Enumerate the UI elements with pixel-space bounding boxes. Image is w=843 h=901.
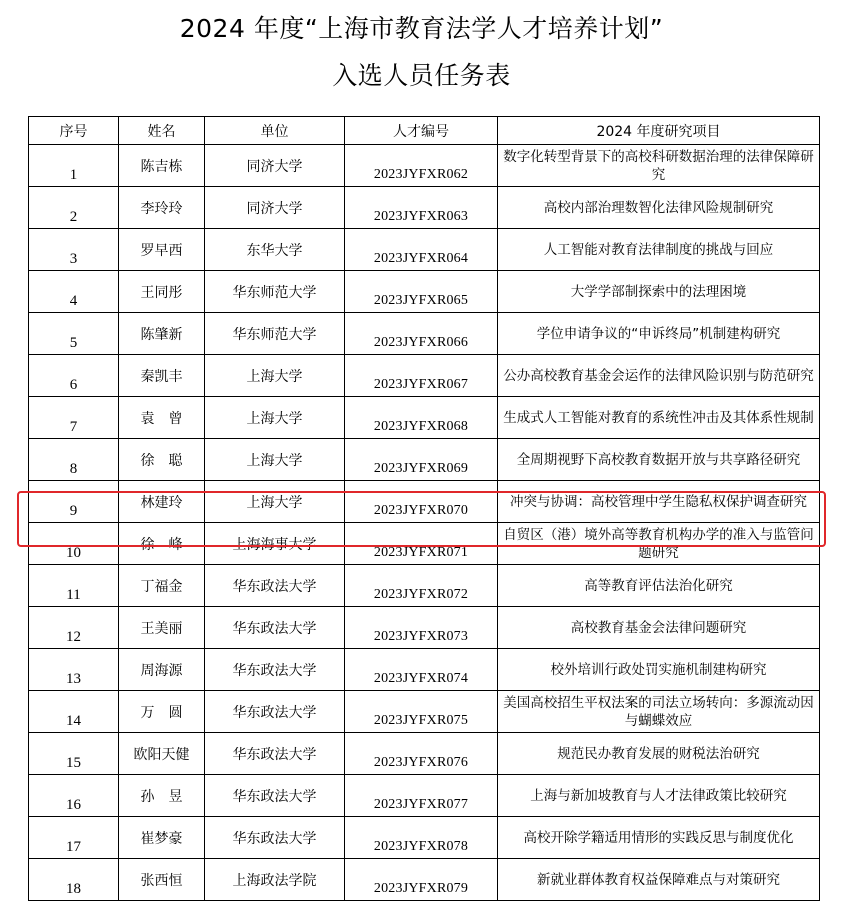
- name-cell: 李玲玲: [119, 187, 205, 229]
- project-cell: 全周期视野下高校教育数据开放与共享路径研究: [498, 439, 820, 481]
- unit-cell: 同济大学: [205, 145, 345, 187]
- table-row: [29, 229, 820, 271]
- table-row: [29, 775, 820, 817]
- name-cell: 崔梦豪: [119, 817, 205, 859]
- seq-cell: 5: [29, 313, 119, 355]
- unit-cell: 华东政法大学: [205, 817, 345, 859]
- project-cell: 大学学部制探索中的法理困境: [498, 271, 820, 313]
- seq-cell: 11: [29, 565, 119, 607]
- project-cell: 学位申请争议的“申诉终局”机制建构研究: [498, 313, 820, 355]
- project-cell: 自贸区（港）境外高等教育机构办学的准入与监管问题研究: [498, 523, 820, 565]
- name-cell: 罗早西: [119, 229, 205, 271]
- seq-cell: 18: [29, 859, 119, 901]
- table-row: [29, 649, 820, 691]
- unit-cell: 同济大学: [205, 187, 345, 229]
- table-row: [29, 565, 820, 607]
- table-row: [29, 439, 820, 481]
- seq-cell: 6: [29, 355, 119, 397]
- unit-cell: 华东师范大学: [205, 271, 345, 313]
- header-project: 2024 年度研究项目: [498, 117, 820, 145]
- unit-cell: 华东政法大学: [205, 691, 345, 733]
- project-cell: 高校开除学籍适用情形的实践反思与制度优化: [498, 817, 820, 859]
- code-cell: 2023JYFXR074: [345, 649, 498, 691]
- code-cell: 2023JYFXR069: [345, 439, 498, 481]
- name-cell: 丁福金: [119, 565, 205, 607]
- highlight-box: [17, 491, 826, 547]
- table-row: [29, 355, 820, 397]
- header-code: 人才编号: [345, 117, 498, 145]
- name-cell: 王美丽: [119, 607, 205, 649]
- header-name: 姓名: [119, 117, 205, 145]
- table-row: [29, 817, 820, 859]
- name-cell: 林建玲: [119, 481, 205, 523]
- name-cell: 陈肇新: [119, 313, 205, 355]
- project-cell: 公办高校教育基金会运作的法律风险识别与防范研究: [498, 355, 820, 397]
- seq-cell: 16: [29, 775, 119, 817]
- seq-cell: 14: [29, 691, 119, 733]
- unit-cell: 上海大学: [205, 397, 345, 439]
- project-cell: 新就业群体教育权益保障难点与对策研究: [498, 859, 820, 901]
- code-cell: 2023JYFXR066: [345, 313, 498, 355]
- project-cell: 数字化转型背景下的高校科研数据治理的法律保障研究: [498, 145, 820, 187]
- seq-cell: 12: [29, 607, 119, 649]
- code-cell: 2023JYFXR065: [345, 271, 498, 313]
- project-cell: 冲突与协调：高校管理中学生隐私权保护调查研究: [498, 481, 820, 523]
- code-cell: 2023JYFXR070: [345, 481, 498, 523]
- seq-cell: 10: [29, 523, 119, 565]
- code-cell: 2023JYFXR062: [345, 145, 498, 187]
- document-title-line1: 2024 年度“上海市教育法学人才培养计划”: [179, 14, 664, 43]
- document-title-line2: 入选人员任务表: [332, 61, 511, 90]
- seq-cell: 7: [29, 397, 119, 439]
- unit-cell: 华东师范大学: [205, 313, 345, 355]
- unit-cell: 华东政法大学: [205, 565, 345, 607]
- name-cell: 周海源: [119, 649, 205, 691]
- code-cell: 2023JYFXR068: [345, 397, 498, 439]
- seq-cell: 17: [29, 817, 119, 859]
- code-cell: 2023JYFXR072: [345, 565, 498, 607]
- seq-cell: 1: [29, 145, 119, 187]
- unit-cell: 上海大学: [205, 481, 345, 523]
- name-cell: 陈吉栋: [119, 145, 205, 187]
- table-row: [29, 271, 820, 313]
- table-row: [29, 691, 820, 733]
- code-cell: 2023JYFXR076: [345, 733, 498, 775]
- header-unit: 单位: [205, 117, 345, 145]
- name-cell: 秦凯丰: [119, 355, 205, 397]
- table-row: [29, 187, 820, 229]
- unit-cell: 上海政法学院: [205, 859, 345, 901]
- seq-cell: 2: [29, 187, 119, 229]
- code-cell: 2023JYFXR067: [345, 355, 498, 397]
- code-cell: 2023JYFXR079: [345, 859, 498, 901]
- unit-cell: 上海大学: [205, 355, 345, 397]
- project-cell: 规范民办教育发展的财税法治研究: [498, 733, 820, 775]
- seq-cell: 8: [29, 439, 119, 481]
- seq-cell: 9: [29, 481, 119, 523]
- code-cell: 2023JYFXR064: [345, 229, 498, 271]
- project-cell: 校外培训行政处罚实施机制建构研究: [498, 649, 820, 691]
- project-cell: 高等教育评估法治化研究: [498, 565, 820, 607]
- table-row: [29, 145, 820, 187]
- code-cell: 2023JYFXR071: [345, 523, 498, 565]
- name-cell: 万 圆: [119, 691, 205, 733]
- seq-cell: 13: [29, 649, 119, 691]
- project-cell: 美国高校招生平权法案的司法立场转向：多源流动因与蝴蝶效应: [498, 691, 820, 733]
- seq-cell: 15: [29, 733, 119, 775]
- table-header-row: [29, 117, 820, 145]
- project-cell: 生成式人工智能对教育的系统性冲击及其体系性规制: [498, 397, 820, 439]
- seq-cell: 3: [29, 229, 119, 271]
- unit-cell: 东华大学: [205, 229, 345, 271]
- name-cell: 徐 聪: [119, 439, 205, 481]
- table-row: [29, 733, 820, 775]
- name-cell: 欧阳天健: [119, 733, 205, 775]
- name-cell: 徐 峰: [119, 523, 205, 565]
- code-cell: 2023JYFXR075: [345, 691, 498, 733]
- unit-cell: 华东政法大学: [205, 607, 345, 649]
- code-cell: 2023JYFXR063: [345, 187, 498, 229]
- project-cell: 高校教育基金会法律问题研究: [498, 607, 820, 649]
- name-cell: 王同彤: [119, 271, 205, 313]
- unit-cell: 上海海事大学: [205, 523, 345, 565]
- table-row: [29, 313, 820, 355]
- name-cell: 张西恒: [119, 859, 205, 901]
- code-cell: 2023JYFXR078: [345, 817, 498, 859]
- table-row: [29, 607, 820, 649]
- unit-cell: 上海大学: [205, 439, 345, 481]
- project-cell: 上海与新加坡教育与人才法律政策比较研究: [498, 775, 820, 817]
- project-cell: 人工智能对教育法律制度的挑战与回应: [498, 229, 820, 271]
- table-row: [29, 397, 820, 439]
- code-cell: 2023JYFXR073: [345, 607, 498, 649]
- header-seq: 序号: [29, 117, 119, 145]
- name-cell: 袁 曾: [119, 397, 205, 439]
- unit-cell: 华东政法大学: [205, 775, 345, 817]
- unit-cell: 华东政法大学: [205, 733, 345, 775]
- name-cell: 孙 昱: [119, 775, 205, 817]
- table-row: [29, 859, 820, 901]
- code-cell: 2023JYFXR077: [345, 775, 498, 817]
- seq-cell: 4: [29, 271, 119, 313]
- unit-cell: 华东政法大学: [205, 649, 345, 691]
- project-cell: 高校内部治理数智化法律风险规制研究: [498, 187, 820, 229]
